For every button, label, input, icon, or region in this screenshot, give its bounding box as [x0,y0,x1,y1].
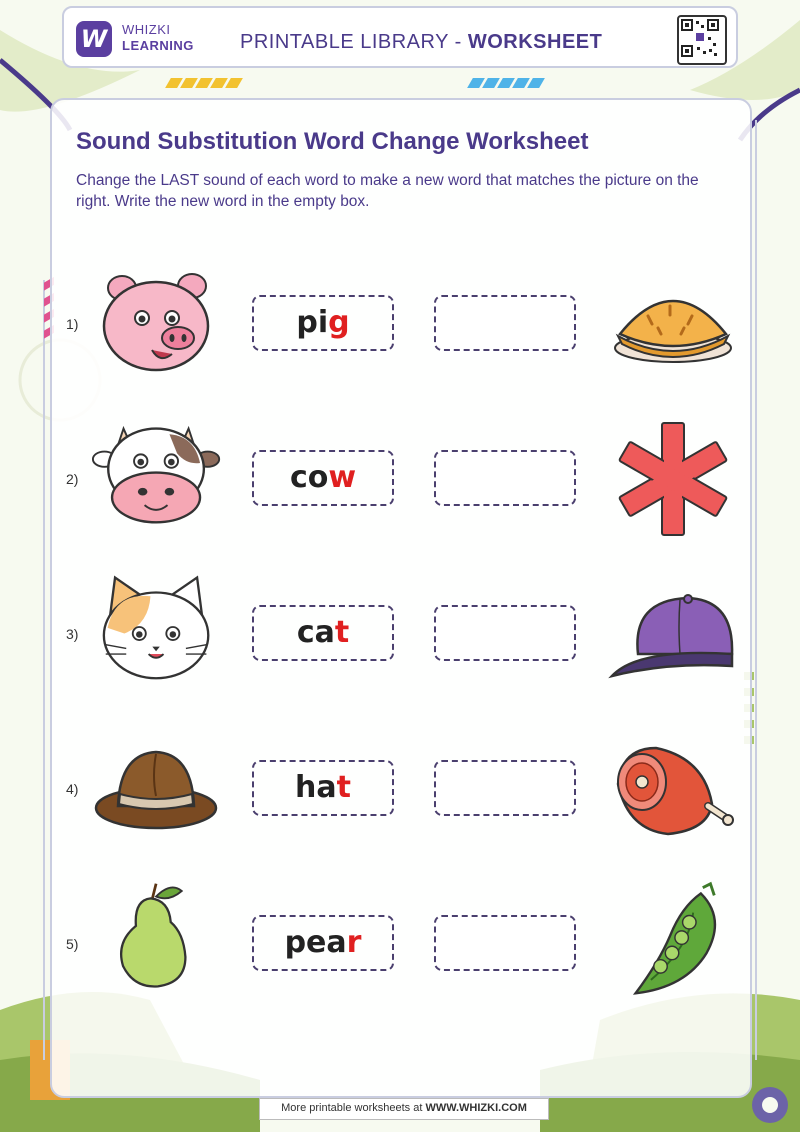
given-word: cat [252,605,394,661]
worksheet-instructions: Change the LAST sound of each word to make a new word that matches the picture on the right. Write the new word in the empty box. [76,172,699,210]
worksheet-title: Sound Substitution Word Change Worksheet [76,128,589,155]
last-sound: g [328,305,350,340]
whizki-logo: W [76,21,112,57]
pea-pod-icon [608,880,738,1000]
answer-box[interactable] [434,605,576,661]
pig-face-icon [92,266,222,376]
answer-box[interactable] [434,915,576,971]
cow-face-icon [92,419,222,529]
ham-icon [608,729,738,849]
blue-stripe-decoration [470,78,542,90]
row-number: 2) [66,471,79,487]
given-word: pear [252,915,394,971]
pear-icon [92,880,222,990]
hat-icon [92,735,222,845]
last-sound: t [336,770,351,805]
pie-icon [608,278,738,398]
medical-star-icon [608,419,738,539]
exercise-row-1 [0,258,800,388]
given-word: cow [252,450,394,506]
row-number: 5) [66,936,79,952]
row-number: 4) [66,781,79,797]
answer-box[interactable] [434,295,576,351]
row-number: 3) [66,626,79,642]
worksheet-header [62,6,738,68]
exercise-row-5 [0,878,800,1008]
cat-face-icon [92,572,222,682]
last-sound: r [346,925,362,960]
exercise-row-4 [0,723,800,853]
cap-icon [608,580,738,700]
last-sound: t [334,615,350,650]
answer-box[interactable] [434,760,576,816]
footer-link-banner[interactable]: More printable worksheets at WWW.WHIZKI.COM [259,1098,549,1120]
given-word: hat [252,760,394,816]
brand-name-bottom: LEARNING [122,38,194,53]
answer-box[interactable] [434,450,576,506]
exercise-row-3 [0,568,800,698]
header-title: PRINTABLE LIBRARY - WORKSHEET [240,31,603,53]
row-number: 1) [66,316,79,332]
exercise-row-2 [0,413,800,543]
qr-code-icon[interactable] [677,15,727,65]
website-link[interactable]: WWW.WHIZKI.COM [425,1102,527,1114]
brand-name-top: WHIZKI [122,22,171,37]
yellow-stripe-decoration [168,78,240,90]
given-word: pig [252,295,394,351]
last-sound: w [328,460,357,495]
